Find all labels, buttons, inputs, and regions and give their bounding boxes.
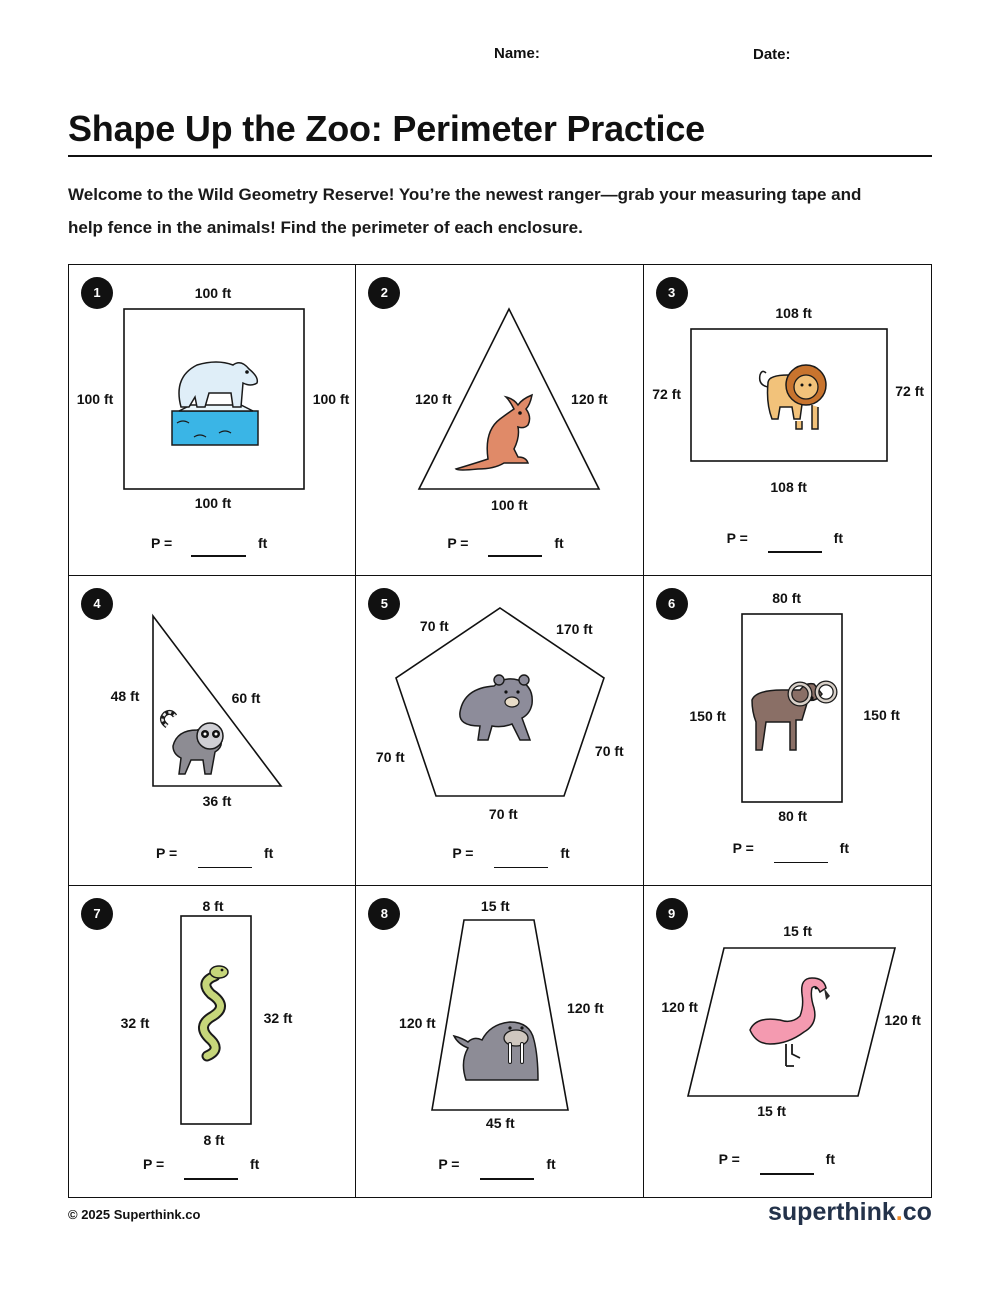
problem-8: [356, 886, 643, 1197]
answer-unit: ft: [264, 844, 274, 861]
side-top-label: 8 ft: [202, 898, 224, 915]
problem-number: 4: [81, 588, 113, 620]
problem-number: 2: [368, 277, 400, 309]
lion-icon: [759, 365, 825, 429]
side-bottom-label: 100 ft: [491, 497, 528, 513]
answer-blank[interactable]: [184, 1178, 238, 1180]
side-right-label: 150 ft: [863, 706, 900, 723]
enclosure-right-triangle: [69, 576, 356, 886]
perimeter-label: P =: [156, 844, 178, 861]
copyright-text: © 2025 Superthink.co: [68, 1207, 201, 1222]
side-bottom-label: 8 ft: [203, 1132, 225, 1149]
enclosure-pentagon: [356, 576, 643, 886]
answer-blank[interactable]: [494, 867, 548, 869]
answer-blank[interactable]: [480, 1178, 534, 1180]
problem-1: [69, 265, 356, 576]
perimeter-label: P =: [726, 530, 748, 546]
side-top-label: 15 ft: [480, 898, 510, 915]
brand-tld: co: [902, 1198, 932, 1226]
answer-blank[interactable]: [774, 862, 828, 864]
side-right-label: 120 ft: [884, 1012, 921, 1029]
perimeter-label: P =: [438, 1156, 460, 1173]
answer-blank[interactable]: [760, 1173, 814, 1175]
kangaroo-icon: [456, 395, 532, 470]
side-bottom-label: 45 ft: [485, 1115, 515, 1132]
date-label: Date:: [753, 46, 791, 63]
answer-blank[interactable]: [191, 555, 246, 557]
enclosure-rectangle: [69, 886, 356, 1196]
side-top-right-label: 170 ft: [556, 620, 593, 637]
side-top-label: 108 ft: [775, 305, 812, 321]
enclosure-triangle: [356, 265, 643, 575]
problem-grid: [68, 264, 932, 1198]
problem-number: 7: [81, 898, 113, 930]
side-bottom-label: 36 ft: [202, 792, 232, 809]
snake-icon: [203, 966, 228, 1056]
side-bottom-label: 80 ft: [778, 807, 808, 824]
side-hypotenuse-label: 60 ft: [231, 689, 261, 706]
answer-blank[interactable]: [488, 555, 542, 557]
side-top-label: 15 ft: [783, 923, 813, 940]
perimeter-label: P =: [732, 839, 754, 856]
perimeter-label: P =: [447, 535, 469, 551]
answer-blank[interactable]: [768, 551, 822, 553]
problem-2: [356, 265, 643, 576]
answer-unit: ft: [560, 844, 570, 861]
problem-number: 5: [368, 588, 400, 620]
side-bottom-label: 100 ft: [194, 495, 232, 511]
answer-unit: ft: [258, 535, 268, 551]
side-left-label: 120 ft: [399, 1015, 436, 1032]
brand-main: superthink: [768, 1198, 896, 1226]
answer-blank[interactable]: [198, 867, 252, 869]
walrus-icon: [454, 1022, 538, 1080]
answer-unit: ft: [833, 530, 843, 546]
answer-unit: ft: [546, 1156, 556, 1173]
side-left-label: 100 ft: [76, 391, 114, 407]
perimeter-label: P =: [143, 1156, 165, 1173]
problem-9: [644, 886, 931, 1197]
lemur-icon: [162, 712, 223, 774]
enclosure-trapezoid: [356, 886, 643, 1196]
problem-number: 3: [656, 277, 688, 309]
perimeter-label: P =: [718, 1151, 740, 1168]
intro-line-2: help fence in the animals! Find the perimeter of each enclosure.: [68, 218, 583, 237]
problem-number: 1: [81, 277, 113, 309]
polar-bear-icon: [172, 362, 258, 445]
answer-unit: ft: [825, 1151, 835, 1168]
side-right-label: 120 ft: [571, 391, 608, 407]
side-left-label: 48 ft: [110, 687, 140, 704]
problem-number: 6: [656, 588, 688, 620]
side-left-label: 150 ft: [689, 707, 726, 724]
answer-unit: ft: [554, 535, 564, 551]
side-bottom-label: 108 ft: [770, 479, 807, 495]
side-bottom-label: 15 ft: [757, 1103, 787, 1120]
problem-3: [644, 265, 931, 576]
perimeter-label: P =: [452, 844, 474, 861]
problem-5: [356, 576, 643, 887]
ram-icon: [752, 683, 835, 750]
answer-unit: ft: [839, 839, 849, 856]
problem-number: 8: [368, 898, 400, 930]
problem-4: [69, 576, 356, 887]
problem-number: 9: [656, 898, 688, 930]
intro-line-1: Welcome to the Wild Geometry Reserve! You’re the newest ranger—grab your measuring tape and: [68, 185, 862, 204]
side-top-left-label: 70 ft: [419, 617, 449, 634]
side-bottom-label: 70 ft: [488, 805, 518, 822]
perimeter-label: P =: [151, 535, 173, 551]
enclosure-rectangle: [644, 576, 931, 886]
side-left-label: 70 ft: [375, 748, 405, 765]
side-right-label: 32 ft: [263, 1010, 293, 1027]
side-right-label: 100 ft: [312, 391, 350, 407]
side-right-label: 120 ft: [567, 1000, 604, 1017]
bear-icon: [460, 675, 532, 740]
flamingo-icon: [750, 978, 830, 1066]
brand-dot: .: [895, 1198, 903, 1226]
enclosure-square: [69, 265, 356, 575]
side-left-label: 32 ft: [120, 1015, 150, 1032]
side-left-label: 120 ft: [661, 999, 698, 1016]
side-left-label: 120 ft: [415, 391, 452, 407]
side-left-label: 72 ft: [652, 386, 682, 402]
answer-unit: ft: [250, 1156, 260, 1173]
brand-logo: [768, 1198, 932, 1227]
side-top-label: 80 ft: [772, 589, 802, 606]
title-divider: [68, 155, 932, 157]
problem-7: [69, 886, 356, 1197]
side-right-label: 72 ft: [895, 383, 925, 399]
problem-6: [644, 576, 931, 887]
side-right-label: 70 ft: [594, 742, 624, 759]
side-top-label: 100 ft: [194, 285, 232, 301]
page-title: Shape Up the Zoo: Perimeter Practice: [68, 108, 705, 149]
name-label: Name:: [494, 45, 540, 62]
